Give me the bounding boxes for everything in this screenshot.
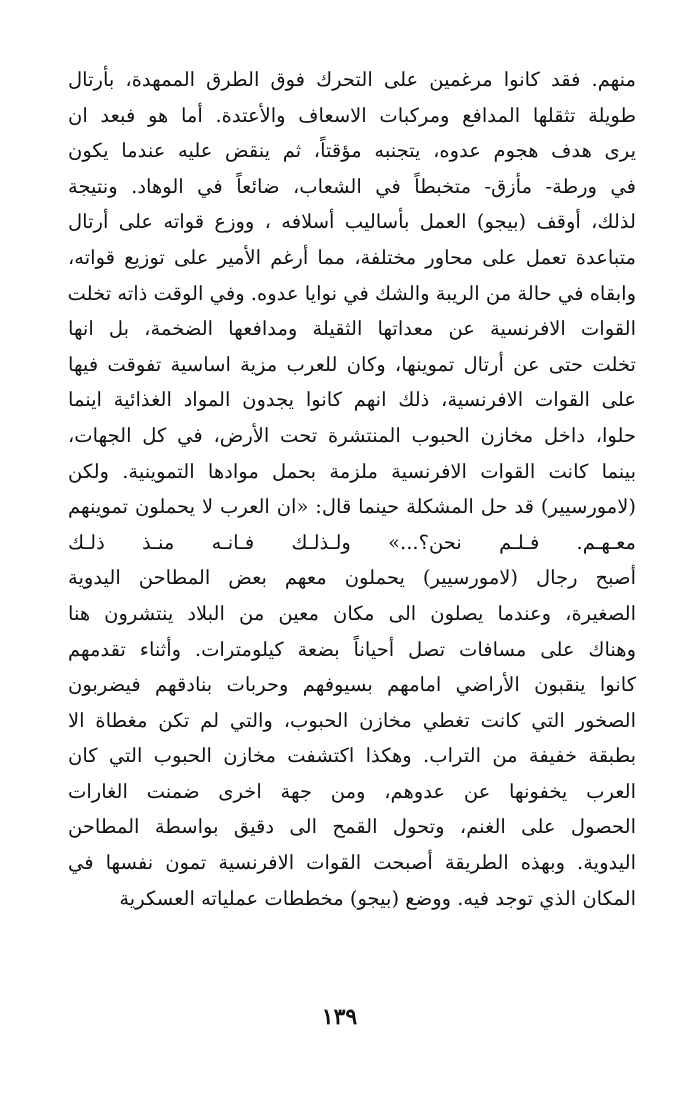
text-line-22: الحصول على الغنم، وتحول القمح الى دقيق بواسطة المطاحن	[68, 815, 636, 839]
text-line-7: وابقاه في حالة من الريبة والشك في نوايا عدوه. وفي الوقت ذاته تخلت	[68, 281, 636, 305]
text-line-24: المكان الذي توجد فيه. ووضع (بيجو) مخططات عملياته العسكرية	[119, 886, 636, 910]
text-line-10: على القوات الافرنسية، ذلك انهم كانوا يجدون المواد الغذائية اينما	[68, 388, 636, 412]
text-line-5: لذلك، أوقف (بيجو) العمل بأساليب أسلافه ، ووزع قواته على أرتال	[68, 210, 636, 234]
text-line-13: (لامورسيير) قد حل المشكلة حينما قال: «ان العرب لا يحملون تموينهم	[68, 495, 636, 519]
text-line-14: معـهـم. فـلـم نحن؟...» ولـذلـك فـانـه منـذ ذلـك	[68, 530, 636, 554]
body-text	[68, 62, 636, 916]
text-line-20: بطبقة خفيفة من التراب. وهكذا اكتشفت مخازن الحبوب التي كان	[68, 744, 636, 768]
text-line-1: منهم. فقد كانوا مرغمين على التحرك فوق الطرق الممهدة، بأرتال	[68, 68, 636, 91]
text-line-21: العرب يخفونها عن عدوهم، ومن جهة اخرى ضمنت الغارات	[68, 779, 636, 803]
text-line-3: يرى هدف هجوم عدوه، يتجنبه مؤقتاً، ثم ينقض عليه عندما يكون	[68, 139, 636, 163]
text-line-19: الصخور التي كانت تغطي مخازن الحبوب، والتي لم تكن مغطاة الا	[68, 708, 636, 732]
page-number: ١٣٩	[321, 1004, 358, 1030]
text-line-12: بينما كانت القوات الافرنسية ملزمة بحمل موادها التموينية. ولكن	[68, 459, 636, 483]
text-line-9: تخلت حتى عن أرتال تموينها، وكان للعرب مزية اساسية تفوقت فيها	[68, 352, 636, 376]
text-line-18: كانوا ينقبون الأراضي امامهم بسيوفهم وحربات بنادقهم فيضربون	[68, 673, 636, 697]
text-line-8: القوات الافرنسية عن معداتها الثقيلة ومدافعها الضخمة، بل انها	[68, 317, 636, 341]
text-line-11: حلوا، داخل مخازن الحبوب المنتشرة تحت الأرض، في كل الجهات،	[68, 423, 636, 447]
text-line-6: متباعدة تعمل على محاور مختلفة، مما أرغم الأمير على توزيع قواته،	[68, 245, 636, 269]
text-line-4: في ورطة- مأزق- متخبطاً في الشعاب، ضائعاً في الوهاد. ونتيجة	[68, 174, 636, 198]
text-line-2: طويلة تثقلها المدافع ومركبات الاسعاف والأعتدة. أما هو فبعد ان	[68, 103, 636, 127]
text-line-15: أصبح رجال (لامورسيير) يحملون معهم بعض المطاحن اليدوية	[68, 566, 636, 590]
text-line-23: اليدوية. وبهذه الطريقة أصبحت القوات الافرنسية تمون نفسها في	[68, 851, 636, 875]
text-line-17: وهناك على مسافات تصل أحياناً بضعة كيلومترات. وأثناء تقدمهم	[68, 637, 636, 661]
text-line-16: الصغيرة، وعندما يصلون الى مكان معين من البلاد ينتشرون هنا	[68, 601, 636, 625]
